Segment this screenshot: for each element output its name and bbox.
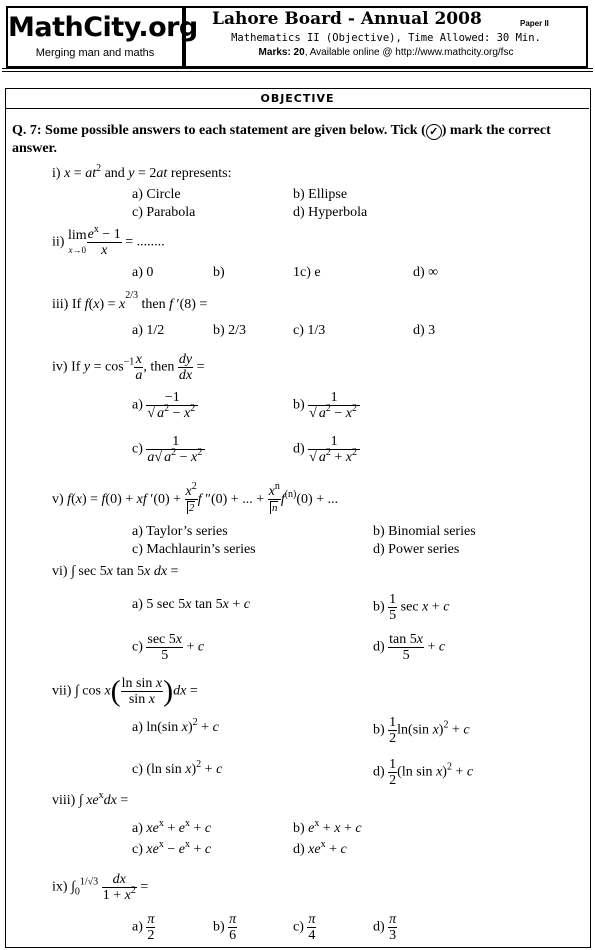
part-v-question: v) f(x) = f(0) + xf ′(0) + $\frac{x^2}{2}$ f ″(0) + ... + $\frac{x^n}{n}$ $f^{(n)}(0)$ + ... bbox=[52, 481, 339, 514]
section-rule bbox=[6, 108, 589, 109]
part-v-option-b[interactable]: b) Binomial series bbox=[373, 524, 476, 539]
part-ix-question: ix) $\int_0^{1/√3}$ $\frac{dx}{1 + x^2}$ = bbox=[52, 872, 149, 903]
marks-line bbox=[186, 47, 586, 58]
part-ii-option-d[interactable]: d) ∞ bbox=[413, 265, 439, 280]
part-iv-option-c[interactable]: c) $\frac{1}{a√ a^2 - x^2}$ bbox=[132, 434, 205, 465]
part-ix-option-a[interactable]: a) $\frac{\pi}{2}$ bbox=[132, 912, 155, 943]
marks: Marks: 20 bbox=[258, 47, 305, 58]
header-rule bbox=[2, 68, 593, 69]
part-vi-option-d[interactable]: d) $\frac{\tan 5x}{5}$ + c bbox=[373, 632, 446, 663]
part-i-option-d[interactable]: d) Hyperbola bbox=[293, 205, 368, 220]
part-viii-option-d[interactable]: d) $xe^x + c$ bbox=[293, 839, 347, 857]
part-viii-option-a[interactable]: a) $xe^x + e^x + c$ bbox=[132, 818, 212, 836]
part-i-option-c[interactable]: c) Parabola bbox=[132, 205, 196, 220]
part-ix-option-d[interactable]: d) $\frac{\pi}{3}$ bbox=[373, 912, 397, 943]
title-box bbox=[184, 6, 588, 68]
availability: , Available online @ http://www.mathcity.org/fsc bbox=[304, 47, 514, 58]
part-i-option-b[interactable]: b) Ellipse bbox=[293, 187, 348, 202]
header-rule-2 bbox=[2, 71, 593, 72]
part-vii-option-b[interactable]: b) $\frac{1}{2}$ ln(sin x)$^2$ + c bbox=[373, 715, 470, 746]
part-ii-question: ii) lim x→0 $\frac{e^x - 1}{x}$ = ........ bbox=[52, 224, 165, 258]
part-iii-option-a[interactable]: a) 1/2 bbox=[132, 323, 165, 338]
logo-text: MathCity.org bbox=[8, 12, 198, 43]
part-iii-option-b[interactable]: b) 2/3 bbox=[213, 323, 247, 338]
part-v-option-d[interactable]: d) Power series bbox=[373, 542, 460, 557]
part-iii-question: iii) If $f(x) = x^{2/3}$ then f ′(8) = bbox=[52, 290, 208, 312]
part-iv-option-d[interactable]: d) $\frac{1}{√ a^2 + x^2}$ bbox=[293, 434, 360, 465]
part-i-question: i) $x = at^2$ and y = 2at represents: bbox=[52, 163, 232, 181]
part-i-option-a[interactable]: a) Circle bbox=[132, 187, 181, 202]
part-v-option-a[interactable]: a) Taylor’s series bbox=[132, 524, 228, 539]
part-vii-option-c[interactable]: c) (ln sin x)$^2$ + c bbox=[132, 759, 223, 777]
logo-tagline: Merging man and maths bbox=[35, 47, 155, 59]
part-iv-question: iv) If $y = \cos^{-1}$ $\frac{x}{a}$ , then $\frac{dy}{dx}$ = bbox=[52, 352, 205, 383]
header bbox=[6, 6, 588, 66]
part-viii-question: viii) ∫ $xe^xdx$ = bbox=[52, 790, 129, 808]
part-viii-option-b[interactable]: b) $e^x + x + c$ bbox=[293, 818, 362, 836]
question-heading: Q. 7: Some possible answers to each statement are given below. Tick ( ✓ ) mark the correct answer. bbox=[12, 123, 551, 156]
part-vi-option-b[interactable]: b) $\frac{1}{5}$ sec x + c bbox=[373, 592, 450, 623]
part-ii-option-a[interactable]: a) 0 bbox=[132, 265, 154, 280]
paper-subtitle: Mathematics II (Objective), Time Allowed: 30 Min. bbox=[231, 32, 541, 44]
paper-title: Lahore Board - Annual 2008 bbox=[212, 9, 482, 29]
part-vii-option-d[interactable]: d) $\frac{1}{2}$ (ln sin x)$^2$ + c bbox=[373, 757, 474, 788]
part-vii-option-a[interactable]: a) ln(sin x)$^2$ + c bbox=[132, 717, 219, 735]
part-vii-question: vii) ∫ cos x( $\frac{\text{ln sin x}}{\text{sin x}}$ )dx = bbox=[52, 674, 198, 708]
section-title: OBJECTIVE bbox=[260, 92, 335, 105]
mathcity-logo bbox=[6, 6, 198, 68]
part-v-option-c[interactable]: c) Machlaurin’s series bbox=[132, 542, 256, 557]
paper-number: Paper II bbox=[520, 19, 549, 28]
part-vi-option-c[interactable]: c) sec 5x 5 + c bbox=[132, 632, 205, 663]
part-viii-option-c[interactable]: c) $xe^x - e^x + c$ bbox=[132, 839, 212, 857]
part-iii-option-c[interactable]: c) 1/3 bbox=[293, 323, 326, 338]
part-vi-question: vi) ∫ sec 5x tan 5x dx = bbox=[52, 564, 179, 579]
part-ix-option-c[interactable]: c) $\frac{\pi}{4}$ bbox=[293, 912, 316, 943]
part-ii-option-c[interactable]: 1c) e bbox=[293, 265, 321, 280]
check-icon: ✓ bbox=[426, 124, 442, 140]
part-ii-option-b[interactable]: b) bbox=[213, 265, 225, 280]
part-iii-option-d[interactable]: d) 3 bbox=[413, 323, 436, 338]
part-iv-option-b[interactable]: b) $\frac{1}{√ a^2 - x^2}$ bbox=[293, 390, 360, 421]
part-ix-option-b[interactable]: b) $\frac{\pi}{6}$ bbox=[213, 912, 237, 943]
part-vi-option-a[interactable]: a) 5 sec 5x tan 5x + c bbox=[132, 597, 250, 612]
part-iv-option-a[interactable]: a) $\frac{-1}{√ a^2 - x^2}$ bbox=[132, 390, 198, 421]
